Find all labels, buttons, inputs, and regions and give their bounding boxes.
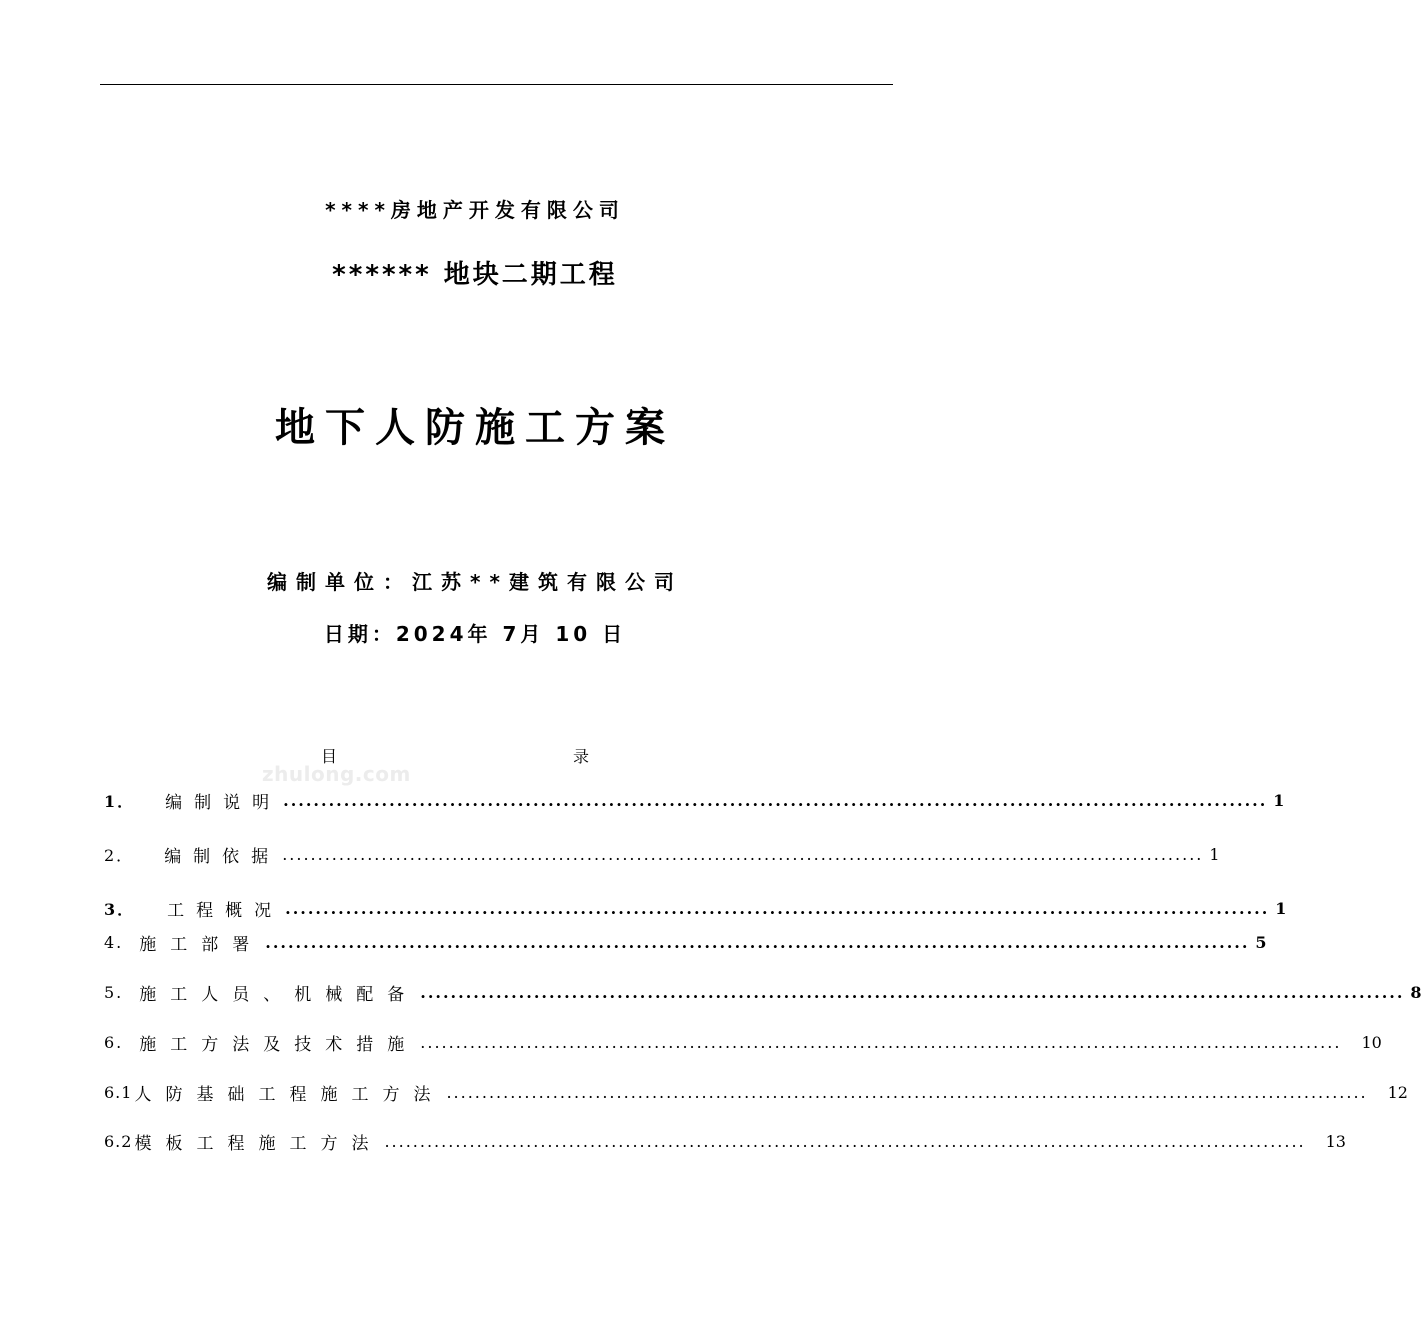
toc-entry-number: 3． [104, 899, 136, 919]
toc-entry-number: 6.2 [104, 1131, 133, 1151]
watermark: zhulong.com [262, 762, 411, 786]
toc-entry[interactable] [104, 980, 1422, 1005]
toc-entry-label: 编制依据 [164, 846, 281, 867]
toc-entry-leader: .................................................................................................................................. [420, 1032, 1342, 1052]
toc-heading-left: 目 [321, 747, 338, 766]
header-rule [100, 84, 893, 85]
toc-entry-leader: .................................................................................................................................. [265, 932, 1250, 952]
toc-entry-number: 5. [104, 982, 124, 1002]
toc-entry-leader: .................................................................................................................................. [446, 1082, 1368, 1102]
toc-entry-page: 1 [1273, 790, 1285, 810]
toc-entry-number: 2． [104, 845, 135, 865]
toc-entry-label: 人防基础工程施工方法 [134, 1084, 445, 1105]
toc-entry-page: 8 [1410, 982, 1422, 1002]
toc-entry-number: 6. [104, 1032, 124, 1052]
toc-entry-page: 10 [1361, 1032, 1382, 1052]
toc-entry[interactable] [104, 788, 1285, 813]
document-title: 地下人防施工方案 [275, 405, 675, 451]
toc-entry-label: 施工人员、机械配备 [139, 984, 419, 1005]
toc-entry-page: 12 [1387, 1082, 1408, 1102]
toc-entry-page: 1 [1275, 898, 1287, 918]
toc-entry-label: 施工部署 [139, 934, 264, 955]
toc-entry-leader: .................................................................................................................................. [283, 790, 1268, 810]
developer-company: ****房地产开发有限公司 [325, 198, 625, 222]
toc-entry-number: 4. [104, 932, 124, 952]
toc-entry[interactable] [104, 1080, 1408, 1105]
toc-entry-label: 工程概况 [167, 900, 284, 921]
toc-entry-label: 编制说明 [165, 792, 282, 813]
toc-entry-leader: .................................................................................................................................. [285, 898, 1270, 918]
toc-entry-leader: .................................................................................................................................. [384, 1131, 1306, 1151]
toc-entry[interactable] [104, 842, 1220, 867]
compiling-unit: 编制单位：江苏**建筑有限公司 [267, 570, 683, 594]
toc-entry-page: 13 [1325, 1131, 1346, 1151]
toc-entry-leader: .................................................................................................................................. [420, 982, 1405, 1002]
toc-entry-number: 1． [104, 791, 136, 811]
toc-entry-leader: .................................................................................................................................. [282, 844, 1204, 864]
toc-entry[interactable] [104, 1030, 1382, 1055]
toc-entry-page: 1 [1209, 844, 1220, 864]
compile-date: 日期：2024年 7月 10 日 [323, 622, 627, 646]
toc-entry-label: 施工方法及技术措施 [139, 1034, 419, 1055]
project-name: ****** 地块二期工程 [332, 260, 618, 290]
toc-entry[interactable] [104, 930, 1267, 955]
toc-entry[interactable] [104, 1129, 1346, 1154]
toc-entry[interactable] [104, 896, 1287, 921]
toc-heading-right: 录 [573, 747, 590, 766]
toc-entry-page: 5 [1255, 932, 1267, 952]
toc-entry-label: 模板工程施工方法 [134, 1133, 383, 1154]
toc-entry-number: 6.1 [104, 1082, 133, 1102]
